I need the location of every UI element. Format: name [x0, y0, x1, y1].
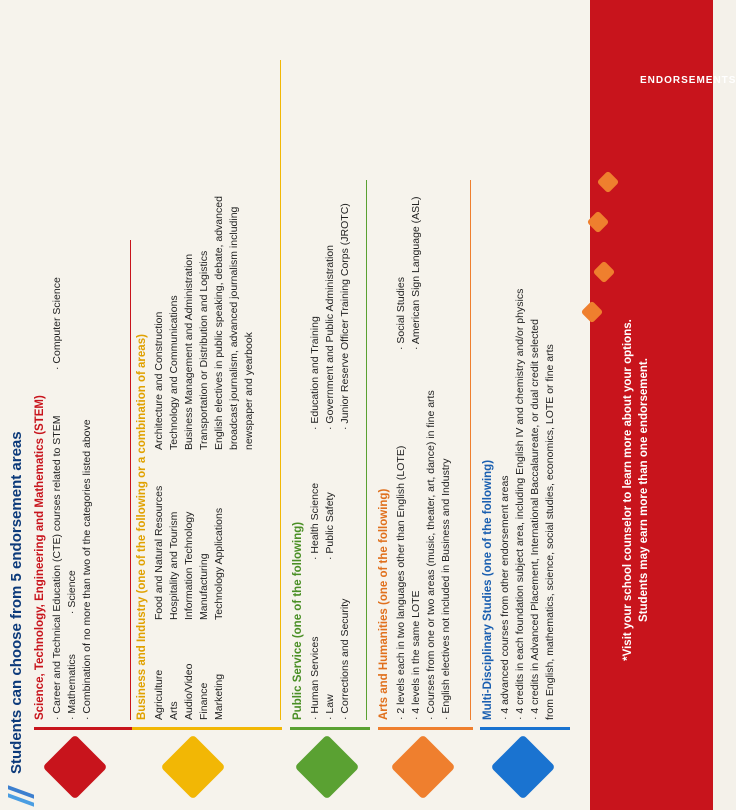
public-title: Public Service (one of the following) [292, 521, 304, 720]
list-item: · English electives not included in Business and Industry [440, 458, 452, 720]
business-col-3: Architecture and Construction Technology and Communications Business Management and Administration Transportation or Distribution and Logistics English electives in public speaking, debate, advanced broadcast journalism, advanced journalism including newspaper and yearbook [153, 196, 255, 450]
public-col-2: · Health Science · Public Safety [309, 482, 336, 560]
public-accent-bar [290, 727, 370, 730]
multi-list [498, 289, 558, 720]
page-title: Students can choose from 5 endorsement areas [8, 431, 25, 774]
business-accent-bar [132, 727, 282, 730]
business-title: Business and Industry (one of the following or a combination of areas) [136, 334, 148, 720]
business-col-2: Food and Natural Resources Hospitality and Tourism Information Technology Manufacturing Technology Applications [153, 485, 225, 620]
divider [280, 60, 281, 720]
arts-accent-bar [378, 727, 473, 730]
list-item: · 4 levels in the same LOTE [410, 590, 422, 720]
arts-list [394, 390, 454, 720]
endorsement-badge: ENDORSEMENTS [640, 75, 736, 86]
divider [366, 180, 367, 720]
list-item: · 2 levels each in two languages other than English (LOTE) [395, 445, 407, 720]
stem-list [50, 416, 95, 720]
multi-diamond-icon [490, 734, 555, 799]
public-col-1: · Human Services · Law · Corrections and Security [309, 598, 351, 720]
multi-title: Multi-Disciplinary Studies (one of the following) [482, 459, 494, 720]
multi-accent-bar [480, 727, 570, 730]
public-diamond-icon [294, 734, 359, 799]
multi-section [480, 30, 580, 790]
stem-diamond-icon [42, 734, 107, 799]
list-item: · Career and Technical Education (CTE) courses related to STEM [51, 415, 63, 720]
business-section [132, 30, 292, 790]
list-item: · 4 advanced courses from other endorsement areas [499, 475, 511, 720]
public-col-3: · Education and Training · Government and Public Administration · Junior Reserve Officer Training Corps (JROTC) [309, 203, 351, 430]
business-col-1: Agriculture Arts Audio/Video Finance Marketing [153, 663, 225, 720]
divider [130, 240, 131, 720]
list-item: · Computer Science [51, 277, 63, 370]
stem-section [34, 30, 134, 790]
divider [470, 180, 471, 720]
business-diamond-icon [160, 734, 225, 799]
arts-diamond-icon [390, 734, 455, 799]
list-item: · 4 credits in Advanced Placement, International Baccalaureate, or dual credit selected [529, 319, 541, 720]
arts-col-2: · Social Studies · American Sign Language (ASL) [395, 196, 422, 350]
list-item: · Combination of no more than two of the categories listed above [81, 419, 93, 720]
public-section [290, 30, 375, 790]
stem-title: Science, Technology, Engineering and Mathematics (STEM) [34, 395, 46, 720]
list-item: · Courses from one or two areas (music, theater, art, dance) in fine arts [425, 390, 437, 720]
list-item: · Mathematics· Science [66, 570, 78, 720]
arts-title: Arts and Humanities (one of the following) [378, 488, 390, 720]
stem-accent-bar [34, 727, 134, 730]
footer-note: *Visit your school counselor to learn more about your options. Students may earn more than one endorsement. [622, 319, 650, 661]
arts-section [378, 30, 478, 790]
list-item: from English, mathematics, science, social studies, economics, LOTE or fine arts [544, 344, 556, 720]
list-item: · 4 credits in each foundation subject area, including English IV and chemistry and/or physics [514, 288, 526, 720]
